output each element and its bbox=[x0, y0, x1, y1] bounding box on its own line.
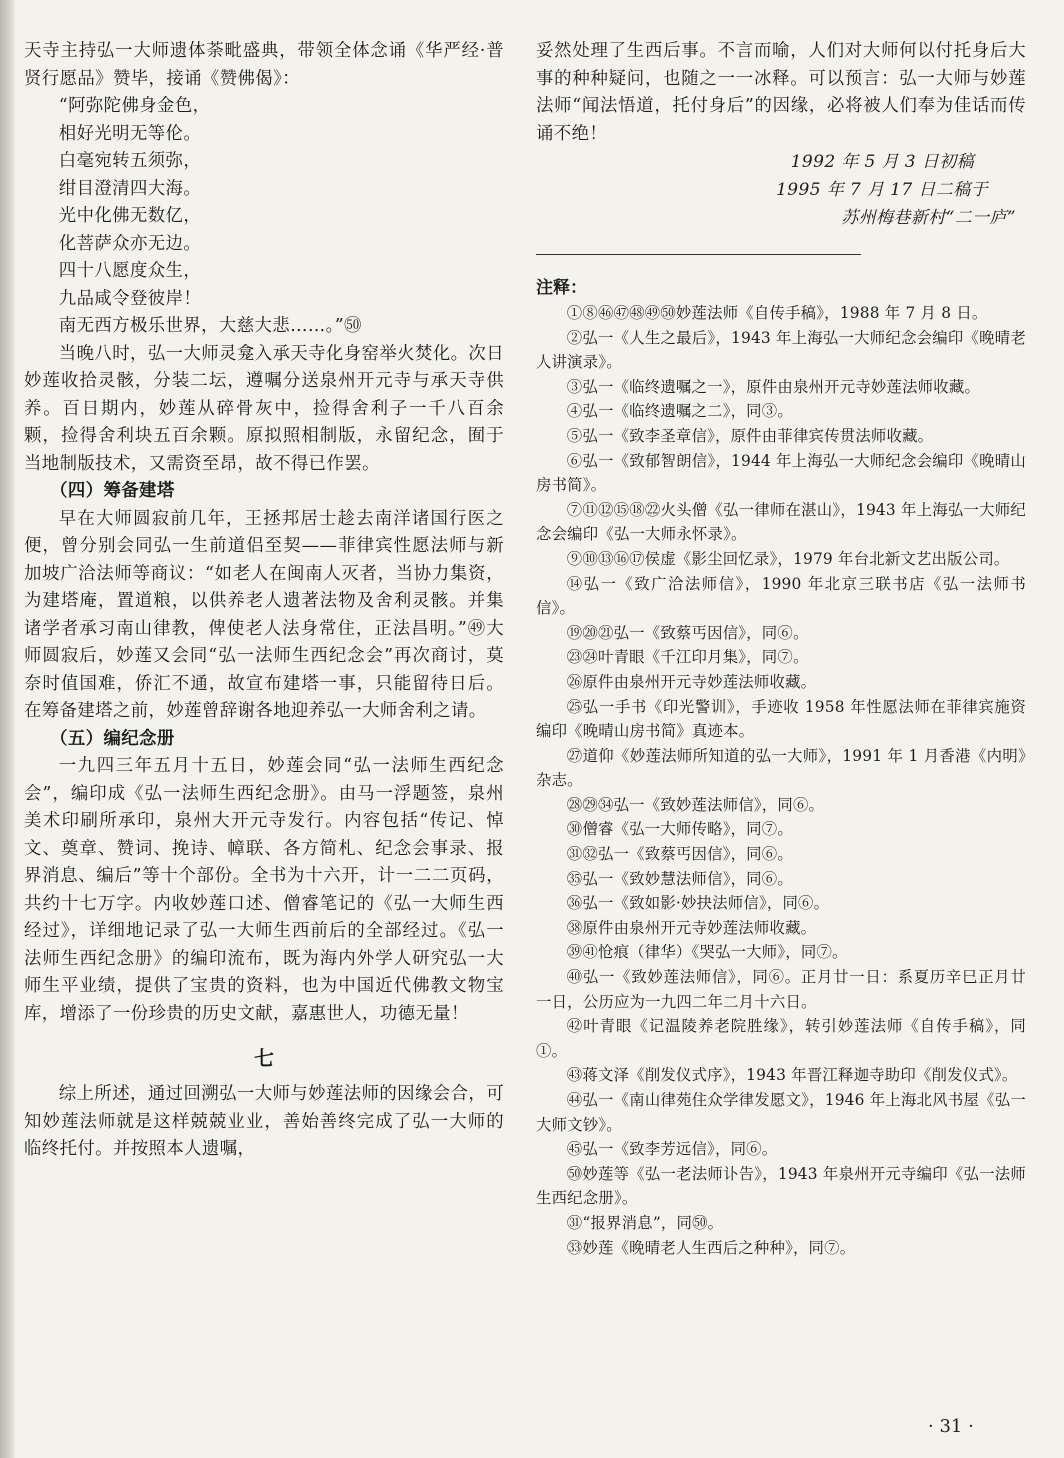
subsection-heading: （五）编纪念册 bbox=[50, 728, 175, 749]
verse-line: 九品咸令登彼岸！ bbox=[58, 288, 202, 309]
footnote: ㉟弘一《致妙慧法师信》，同⑥。 bbox=[566, 869, 793, 888]
draft-date: 1995 年 7 月 17 日二稿于 bbox=[776, 180, 988, 200]
footnote: ⑭弘一《致广洽法师信》，1990 年北京三联书店《弘一法师书信》。 bbox=[536, 574, 1026, 618]
notes-divider bbox=[536, 254, 861, 255]
footnote: ㉕弘一手书《印光警训》，手迹收 1958 年性愿法师在菲律宾施资编印《晚晴山房书简》真迹本。 bbox=[536, 697, 1026, 741]
footnote: ㊱弘一《致如影·妙抉法师信》，同⑥。 bbox=[566, 894, 830, 913]
left-column bbox=[24, 38, 504, 1164]
footnote: ㉓㉔叶青眼《千江印月集》，同⑦。 bbox=[566, 648, 809, 667]
verse-line: 四十八愿度众生， bbox=[58, 261, 202, 281]
footnote: ⑦⑪⑫⑮⑱㉒火头僧《弘一律师在湛山》，1943 年上海弘一大师纪念会编印《弘一大师永怀录》。 bbox=[536, 500, 1026, 544]
footnote: ㉚僧睿《弘一大师传略》，同⑦。 bbox=[566, 820, 793, 839]
body-paragraph: 早在大师圆寂前几年，王拯邦居士趁去南洋诸国行医之便，曾分别会同弘一生前道侣至契——菲律宾性愿法师与新加坡广洽法师等商议：“如老人在闽南人灭者，当协力集资，为建塔庵，置道粮，以供养老人遗著法物及舍利灵骸。并集诸学者承习南山律教，俾使老人法身常住，正法昌明。”㊾大师圆寂后，妙莲又会同“弘一法师生西纪念会”再次商讨，莫奈时值国难，侨汇不通，故宣布建塔一事，只能留待日后。在筹备建塔之前，妙莲曾辞谢各地迎养弘一大师舍利之请。 bbox=[24, 508, 504, 721]
footnote: ㉘㉙㉞弘一《致妙莲法师信》，同⑥。 bbox=[566, 795, 825, 814]
footnote: ㊵弘一《致妙莲法师信》，同⑥。正月廿一日：系夏历辛巳正月廿一日，公历应为一九四二年二月十六日。 bbox=[536, 968, 1026, 1011]
notes-list bbox=[536, 301, 1026, 1260]
footnote: ㉛“报界消息”，同㊿。 bbox=[566, 1213, 724, 1232]
footnote: ㊿妙莲等《弘一老法师讣告》，1943 年泉州开元寺编印《弘一法师生西纪念册》。 bbox=[536, 1164, 1026, 1208]
footnote: ③弘一《临终遗嘱之一》，原件由泉州开元寺妙莲法师收藏。 bbox=[566, 377, 981, 396]
verse-line: 白毫宛转五须弥， bbox=[58, 151, 202, 171]
footnote: ①⑧㊻㊼㊽㊾㊿妙莲法师《自传手稿》，1988 年 7 月 8 日。 bbox=[566, 304, 988, 322]
body-paragraph: 综上所述，通过回溯弘一大师与妙莲法师的因缘会合，可知妙莲法师就是这样兢兢业业，善始善终完成了弘一大师的临终托付。并按照本人遗嘱， bbox=[24, 1084, 504, 1159]
footnote: ㊸蒋文泽《削发仪式序》，1943 年晋江释迦寺助印《削发仪式》。 bbox=[566, 1066, 1018, 1085]
footnote: ㊴㊶怆痕（律华）《哭弘一大师》，同⑦。 bbox=[566, 943, 848, 962]
verse-block bbox=[24, 93, 504, 341]
right-column bbox=[536, 38, 1026, 1260]
footnote: ㉛㉜弘一《致蔡丐因信》，同⑥。 bbox=[566, 845, 793, 864]
draft-place: 苏州梅巷新村“二一庐” bbox=[841, 208, 1016, 228]
draft-date: 1992 年 5 月 3 日初稿 bbox=[790, 152, 974, 172]
section-number: 七 bbox=[254, 1046, 274, 1070]
footnote: ㉖原件由泉州开元寺妙莲法师收藏。 bbox=[566, 672, 817, 691]
footnote: ⑤弘一《致李圣章信》，原件由菲律宾传贯法师收藏。 bbox=[566, 426, 934, 445]
verse-line: 光中化佛无数亿， bbox=[58, 206, 202, 226]
verse-line: 南无西方极乐世界，大慈大悲……。”㊿ bbox=[58, 316, 362, 336]
verse-line: “阿弥陀佛身金色， bbox=[58, 96, 211, 116]
notes-title: 注释： bbox=[536, 278, 587, 298]
footnote: ㊺弘一《致李芳远信》，同⑥。 bbox=[566, 1140, 778, 1159]
body-paragraph: 一九四三年五月十五日，妙莲会同“弘一法师生西纪念会”，编印成《弘一法师生西纪念册》。由马一浮题签，泉州美术印刷所承印，泉州大开元寺发行。内容包括“传记、悼文、奠章、赞词、挽诗、幛联、各方简札、纪念会事录、报界消息、编后”等十个部份。全书为十六开，计一二二页码，共约十七万字。内收妙莲口述、僧睿笔记的《弘一大师生西经过》，详细地记录了弘一大师生西前后的全部经过。《弘一法师生西纪念册》的编印流布，既为海内外学人研究弘一大师生平业绩，提供了宝贵的资料，也为中国近代佛教文物宝库，增添了一份珍贵的历史文献，嘉惠世人，功德无量！ bbox=[24, 756, 504, 1024]
footnote: ㊹弘一《南山律苑住众学律发愿文》，1946 年上海北风书屋《弘一大师文钞》。 bbox=[536, 1091, 1026, 1134]
footnote: ⑲⑳㉑弘一《致蔡丐因信》，同⑥。 bbox=[566, 623, 809, 642]
footnote: ⑥弘一《致郁智朗信》，1944 年上海弘一大师纪念会编印《晚晴山房书简》。 bbox=[536, 451, 1026, 495]
footnote: ㉗道仰《妙莲法师所知道的弘一大师》，1991 年 1 月香港《内明》杂志。 bbox=[536, 746, 1026, 790]
footnote: ㊷叶青眼《记温陵养老院胜缘》，转引妙莲法师《自传手稿》，同①。 bbox=[536, 1017, 1026, 1060]
binding-shadow bbox=[0, 0, 16, 1458]
body-paragraph: 当晚八时，弘一大师灵龛入承天寺化身窑举火焚化。次日妙莲收拾灵骸，分装二坛，遵嘱分送泉州开元寺与承天寺供养。百日期内，妙莲从碎骨灰中，捡得舍利子一千八百余颗，捡得舍利块五百余颗。原拟照相制版，永留纪念，囿于当地制版技术，又需资至昂，故不得已作罢。 bbox=[24, 343, 504, 474]
footnote: ⑨⑩⑬⑯⑰侯虚《影尘回忆录》，1979 年台北新文艺出版公司。 bbox=[566, 549, 1010, 568]
footnote: ④弘一《临终遗嘱之二》，同③。 bbox=[566, 402, 793, 421]
body-paragraph: 天寺主持弘一大师遗体荼毗盛典，带领全体念诵《华严经·普贤行愿品》赞毕，接诵《赞佛偈》： bbox=[24, 41, 504, 89]
verse-line: 相好光明无等伦。 bbox=[58, 123, 202, 144]
footnote: ㉝妙莲《晚晴老人生西后之种种》，同⑦。 bbox=[566, 1238, 856, 1257]
body-paragraph: 妥然处理了生西后事。不言而喻，人们对大师何以付托身后大事的种种疑问，也随之一一冰释。可以预言：弘一大师与妙莲法师“闻法悟道，托付身后”的因缘，必将被人们奉为佳话而传诵不绝！ bbox=[536, 41, 1026, 144]
verse-line: 化菩萨众亦无边。 bbox=[58, 233, 202, 254]
page-number: · 31 · bbox=[928, 1416, 974, 1437]
subsection-heading: （四）筹备建塔 bbox=[50, 481, 175, 501]
verse-line: 绀目澄清四大海。 bbox=[58, 178, 202, 199]
footnote: ②弘一《人生之最后》，1943 年上海弘一大师纪念会编印《晚晴老人讲演录》。 bbox=[536, 328, 1026, 372]
footnote: ㊳原件由泉州开元寺妙莲法师收藏。 bbox=[566, 918, 817, 937]
